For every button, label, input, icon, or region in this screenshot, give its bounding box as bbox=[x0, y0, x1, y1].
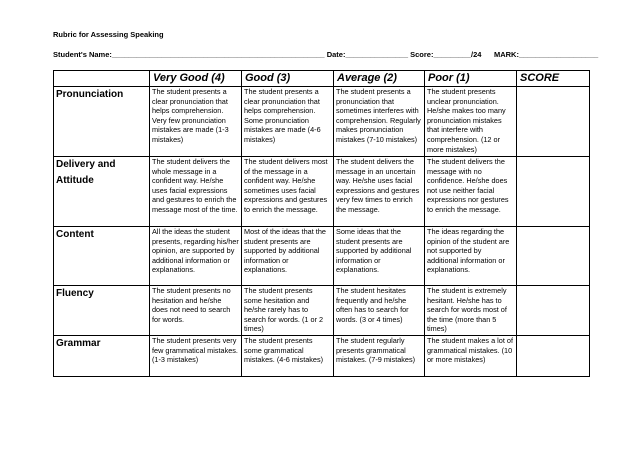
cell-very-good: The student presents very few grammatical mistakes. (1-3 mistakes) bbox=[150, 336, 242, 377]
cell-very-good: The student delivers the whole message in a confident way. He/she uses facial expressions and gestures to enrich the message most of the time. bbox=[150, 157, 242, 227]
cell-good: The student presents a clear pronunciation that helps comprehension. Some pronunciation mistakes are made (4-6 mistakes) bbox=[242, 87, 334, 157]
header-row bbox=[54, 71, 590, 87]
cell-good: The student presents some grammatical mistakes. (4-6 mistakes) bbox=[242, 336, 334, 377]
cell-poor: The student makes a lot of grammatical mistakes. (10 or more mistakes) bbox=[425, 336, 517, 377]
header-very-good: Very Good (4) bbox=[150, 71, 242, 87]
score-cell[interactable] bbox=[517, 227, 590, 286]
cell-poor: The student presents unclear pronunciation. He/she makes too many pronunciation mistakes that interfere with comprehension. (12 or more mistakes) bbox=[425, 87, 517, 157]
header-poor: Poor (1) bbox=[425, 71, 517, 87]
cell-very-good: The student presents a clear pronunciation that helps comprehension. Very few pronunciation mistakes are made (1-3 mistakes) bbox=[150, 87, 242, 157]
cell-poor: The student is extremely hesitant. He/she has to search for words most of the time (more than 5 times) bbox=[425, 286, 517, 336]
document-title: Rubric for Assessing Speaking bbox=[53, 30, 164, 39]
cell-average: The student presents a pronunciation that sometimes interferes with comprehension. Regularly makes pronunciation mistakes (7-10 mistakes) bbox=[334, 87, 425, 157]
criterion-delivery-attitude: Delivery and Attitude bbox=[54, 157, 150, 227]
score-field[interactable]: Score:_________/24 bbox=[410, 50, 482, 59]
header-good: Good (3) bbox=[242, 71, 334, 87]
cell-very-good: All the ideas the student presents, regarding his/her opinion, are supported by additional information or explanations. bbox=[150, 227, 242, 286]
table-row bbox=[54, 286, 590, 336]
criterion-fluency: Fluency bbox=[54, 286, 150, 336]
student-info-line bbox=[53, 50, 599, 59]
date-field[interactable]: Date:_______________ bbox=[326, 50, 409, 59]
criterion-grammar: Grammar bbox=[54, 336, 150, 377]
cell-good: The student delivers most of the message in a confident way. He/she sometimes uses facial expressions and gestures to enrich the message. bbox=[242, 157, 334, 227]
criterion-pronunciation: Pronunciation bbox=[54, 87, 150, 157]
header-score: SCORE bbox=[517, 71, 590, 87]
score-cell[interactable] bbox=[517, 286, 590, 336]
table-row bbox=[54, 336, 590, 377]
mark-field[interactable]: MARK:___________________ bbox=[493, 50, 599, 59]
cell-good: The student presents some hesitation and he/she rarely has to search for words. (1 or 2 times) bbox=[242, 286, 334, 336]
score-cell[interactable] bbox=[517, 87, 590, 157]
header-criterion bbox=[54, 71, 150, 87]
score-cell[interactable] bbox=[517, 157, 590, 227]
cell-average: The student regularly presents grammatical mistakes. (7-9 mistakes) bbox=[334, 336, 425, 377]
speaking-rubric-table bbox=[53, 70, 590, 377]
cell-average: The student hesitates frequently and he/she often has to search for words. (3 or 4 times) bbox=[334, 286, 425, 336]
cell-average: The student delivers the message in an uncertain way. He/she uses facial expressions and gestures very few times to enrich the message. bbox=[334, 157, 425, 227]
criterion-content: Content bbox=[54, 227, 150, 286]
header-average: Average (2) bbox=[334, 71, 425, 87]
cell-poor: The ideas regarding the opinion of the student are not supported by additional information or explanations. bbox=[425, 227, 517, 286]
cell-good: Most of the ideas that the student presents are supported by additional information or explanations. bbox=[242, 227, 334, 286]
cell-very-good: The student presents no hesitation and he/she does not need to search for words. bbox=[150, 286, 242, 336]
student-name-field[interactable]: Student's Name:___________________________________________________ bbox=[53, 50, 325, 59]
cell-average: Some ideas that the student presents are supported by additional information or explanations. bbox=[334, 227, 425, 286]
table-row bbox=[54, 227, 590, 286]
score-cell[interactable] bbox=[517, 336, 590, 377]
table-row bbox=[54, 157, 590, 227]
table-row bbox=[54, 87, 590, 157]
cell-poor: The student delivers the message with no confidence. He/she does not use neither facial expressions nor gestures to enrich the message. bbox=[425, 157, 517, 227]
